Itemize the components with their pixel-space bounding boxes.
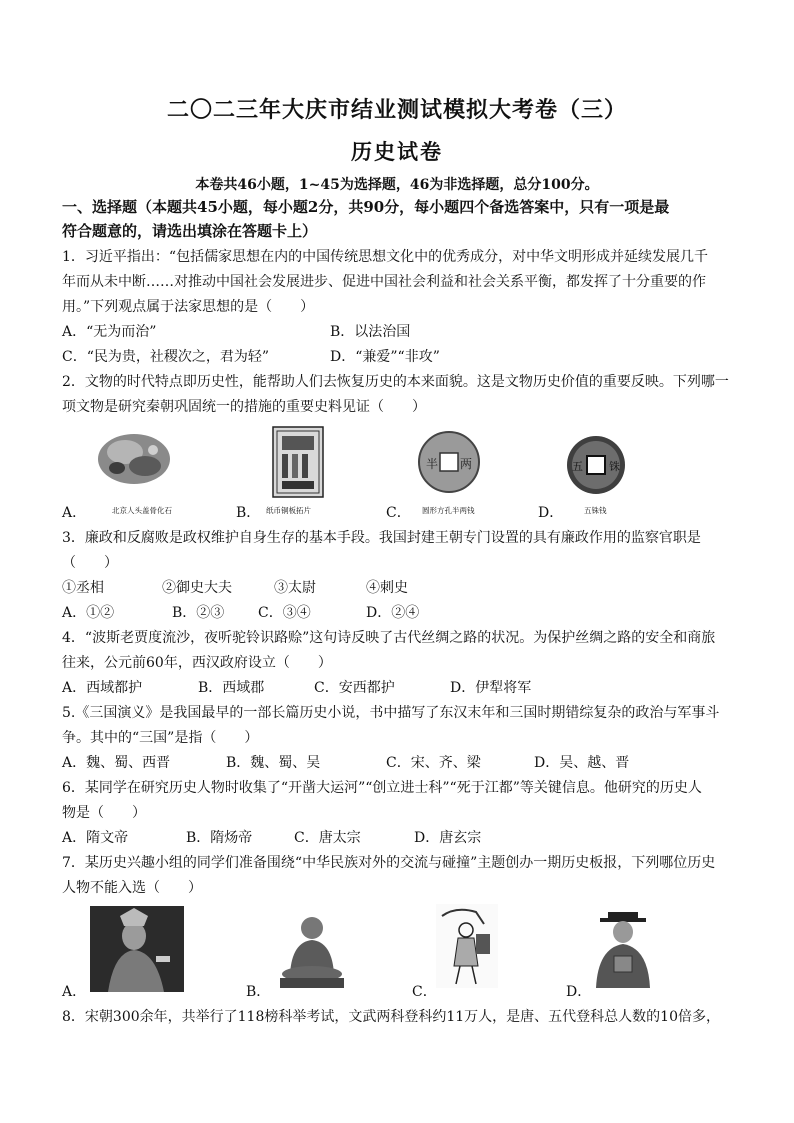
q7-option-a[interactable]: A． [62, 984, 87, 1000]
q5-option-c[interactable]: C．宋、齐、梁 [386, 755, 481, 771]
q3-stem-line2: （ ） [62, 555, 118, 571]
q4-option-d[interactable]: D．伊犁将军 [450, 680, 532, 696]
q6-option-d[interactable]: D．唐玄宗 [414, 830, 482, 846]
q7-stem-line1: 7．某历史兴趣小组的同学们准备围绕“中华民族对外的交流与碰撞”主题创办一期历史板报，下列哪位历史 [62, 855, 716, 871]
q1-stem-line1: 1．习近平指出：“包括儒家思想在内的中国传统思想文化中的优秀成分，对中华文明形成并延续发展几千 [62, 249, 709, 265]
q7-stem-line2: 人物不能入选（ ） [62, 880, 202, 896]
svg-text:半: 半 [426, 457, 439, 471]
banliang-coin-image [417, 430, 481, 494]
q7-option-d[interactable]: D． [566, 984, 592, 1000]
q3-option-a[interactable]: A．①② [62, 605, 115, 621]
caption-wuzhu: 五铢钱 [584, 506, 607, 515]
caption-skull: 北京人头盖骨化石 [112, 506, 172, 515]
statue-dark-photo-image [90, 906, 184, 992]
q4-option-a[interactable]: A．西域都护 [62, 680, 143, 696]
q1-option-b[interactable]: B．以法治国 [330, 324, 411, 340]
q2-option-a[interactable]: A． [62, 505, 87, 521]
exam-subject: 历史试卷 [351, 139, 443, 164]
q2-option-b[interactable]: B． [236, 505, 261, 521]
q3-item-3: ③太尉 [274, 580, 316, 596]
q4-stem-line1: 4．“波斯老贾度流沙，夜听驼铃识路赊”这句诗反映了古代丝绸之路的状况。为保护丝绸之路的安全和商旅 [62, 630, 716, 646]
q8-stem-line1: 8．宋朝300余年，共举行了118榜科举考试，文武两科登科约11万人，是唐、五代登科总人数的10倍多， [62, 1009, 720, 1025]
q1-option-d[interactable]: D．“兼爱”“非攻” [330, 349, 440, 365]
q2-option-d[interactable]: D． [538, 505, 564, 521]
q2-option-c[interactable]: C． [386, 505, 411, 521]
q6-option-c[interactable]: C．唐太宗 [294, 830, 361, 846]
svg-text:五: 五 [572, 460, 583, 473]
q6-option-a[interactable]: A．隋文帝 [62, 830, 129, 846]
q4-option-c[interactable]: C．安西都护 [314, 680, 395, 696]
wuzhu-coin-image [565, 434, 627, 496]
svg-text:铢: 铢 [609, 460, 620, 473]
exam-intro: 本卷共46小题，1~45为选择题，46为非选择题，总分100分。 [195, 177, 599, 193]
q1-stem-line2: 年而从未中断……对推动中国社会发展进步、促进中国社会利益和社会关系平衡，都发挥了十分重要的作 [62, 274, 706, 290]
section-heading-line1: 一、选择题（本题共45小题，每小题2分，共90分，每小题四个备选答案中，只有一项是最 [62, 198, 670, 216]
q5-stem-line2: 争。其中的“三国”是指（ ） [62, 730, 259, 746]
q3-option-c[interactable]: C．③④ [258, 605, 311, 621]
q1-option-c[interactable]: C．“民为贵，社稷次之，君为轻” [62, 349, 270, 365]
seated-monk-statue-image [272, 912, 352, 990]
q3-stem-line1: 3．廉政和反腐败是政权维护自身生存的基本手段。我国封建王朝专门设置的具有廉政作用的监察官职是 [62, 530, 701, 546]
section-heading-line2: 符合题意的，请选出填涂在答题卡上） [62, 222, 318, 240]
q5-option-d[interactable]: D．吴、越、晋 [534, 755, 630, 771]
q7-option-c[interactable]: C． [412, 984, 437, 1000]
q7-option-b[interactable]: B． [246, 984, 271, 1000]
traveler-sketch-image [436, 904, 498, 988]
q5-option-a[interactable]: A．魏、蜀、西晋 [62, 755, 171, 771]
q4-option-b[interactable]: B．西域郡 [198, 680, 265, 696]
q3-option-b[interactable]: B．②③ [172, 605, 225, 621]
q2-stem-line2: 项文物是研究秦朝巩固统一的措施的重要史料见证（ ） [62, 399, 426, 415]
q5-option-b[interactable]: B．魏、蜀、吴 [226, 755, 321, 771]
caption-banliang: 圆形方孔半两钱 [422, 506, 475, 515]
q3-item-4: ④刺史 [366, 580, 408, 596]
q3-item-2: ②御史大夫 [162, 580, 232, 596]
q5-stem-line1: 5.《三国演义》是我国最早的一部长篇历史小说，书中描写了东汉末年和三国时期错综复杂的政治与军事斗 [62, 705, 720, 721]
q3-item-1: ①丞相 [62, 580, 104, 596]
official-portrait-image [590, 910, 656, 990]
q6-stem-line2: 物是（ ） [62, 805, 146, 821]
q4-stem-line2: 往来，公元前60年，西汉政府设立（ ） [62, 655, 332, 671]
q1-stem-line3: 用。”下列观点属于法家思想的是（ ） [62, 299, 315, 315]
q1-option-a[interactable]: A．“无为而治” [62, 324, 157, 340]
exam-title: 二〇二三年大庆市结业测试模拟大考卷（三） [166, 97, 627, 123]
skull-fossil-image [95, 428, 173, 488]
svg-text:两: 两 [460, 457, 473, 471]
paper-money-plate-image [272, 426, 324, 498]
q6-option-b[interactable]: B．隋炀帝 [186, 830, 253, 846]
q6-stem-line1: 6．某同学在研究历史人物时收集了“开凿大运河”“创立进士科”“死于江都”等关键信息。他研究的历史人 [62, 780, 702, 796]
caption-paper-money: 纸币铜板拓片 [266, 506, 311, 515]
q3-option-d[interactable]: D．②④ [366, 605, 420, 621]
q2-stem-line1: 2．文物的时代特点即历史性，能帮助人们去恢复历史的本来面貌。这是文物历史价值的重要反映。下列哪一 [62, 374, 729, 390]
